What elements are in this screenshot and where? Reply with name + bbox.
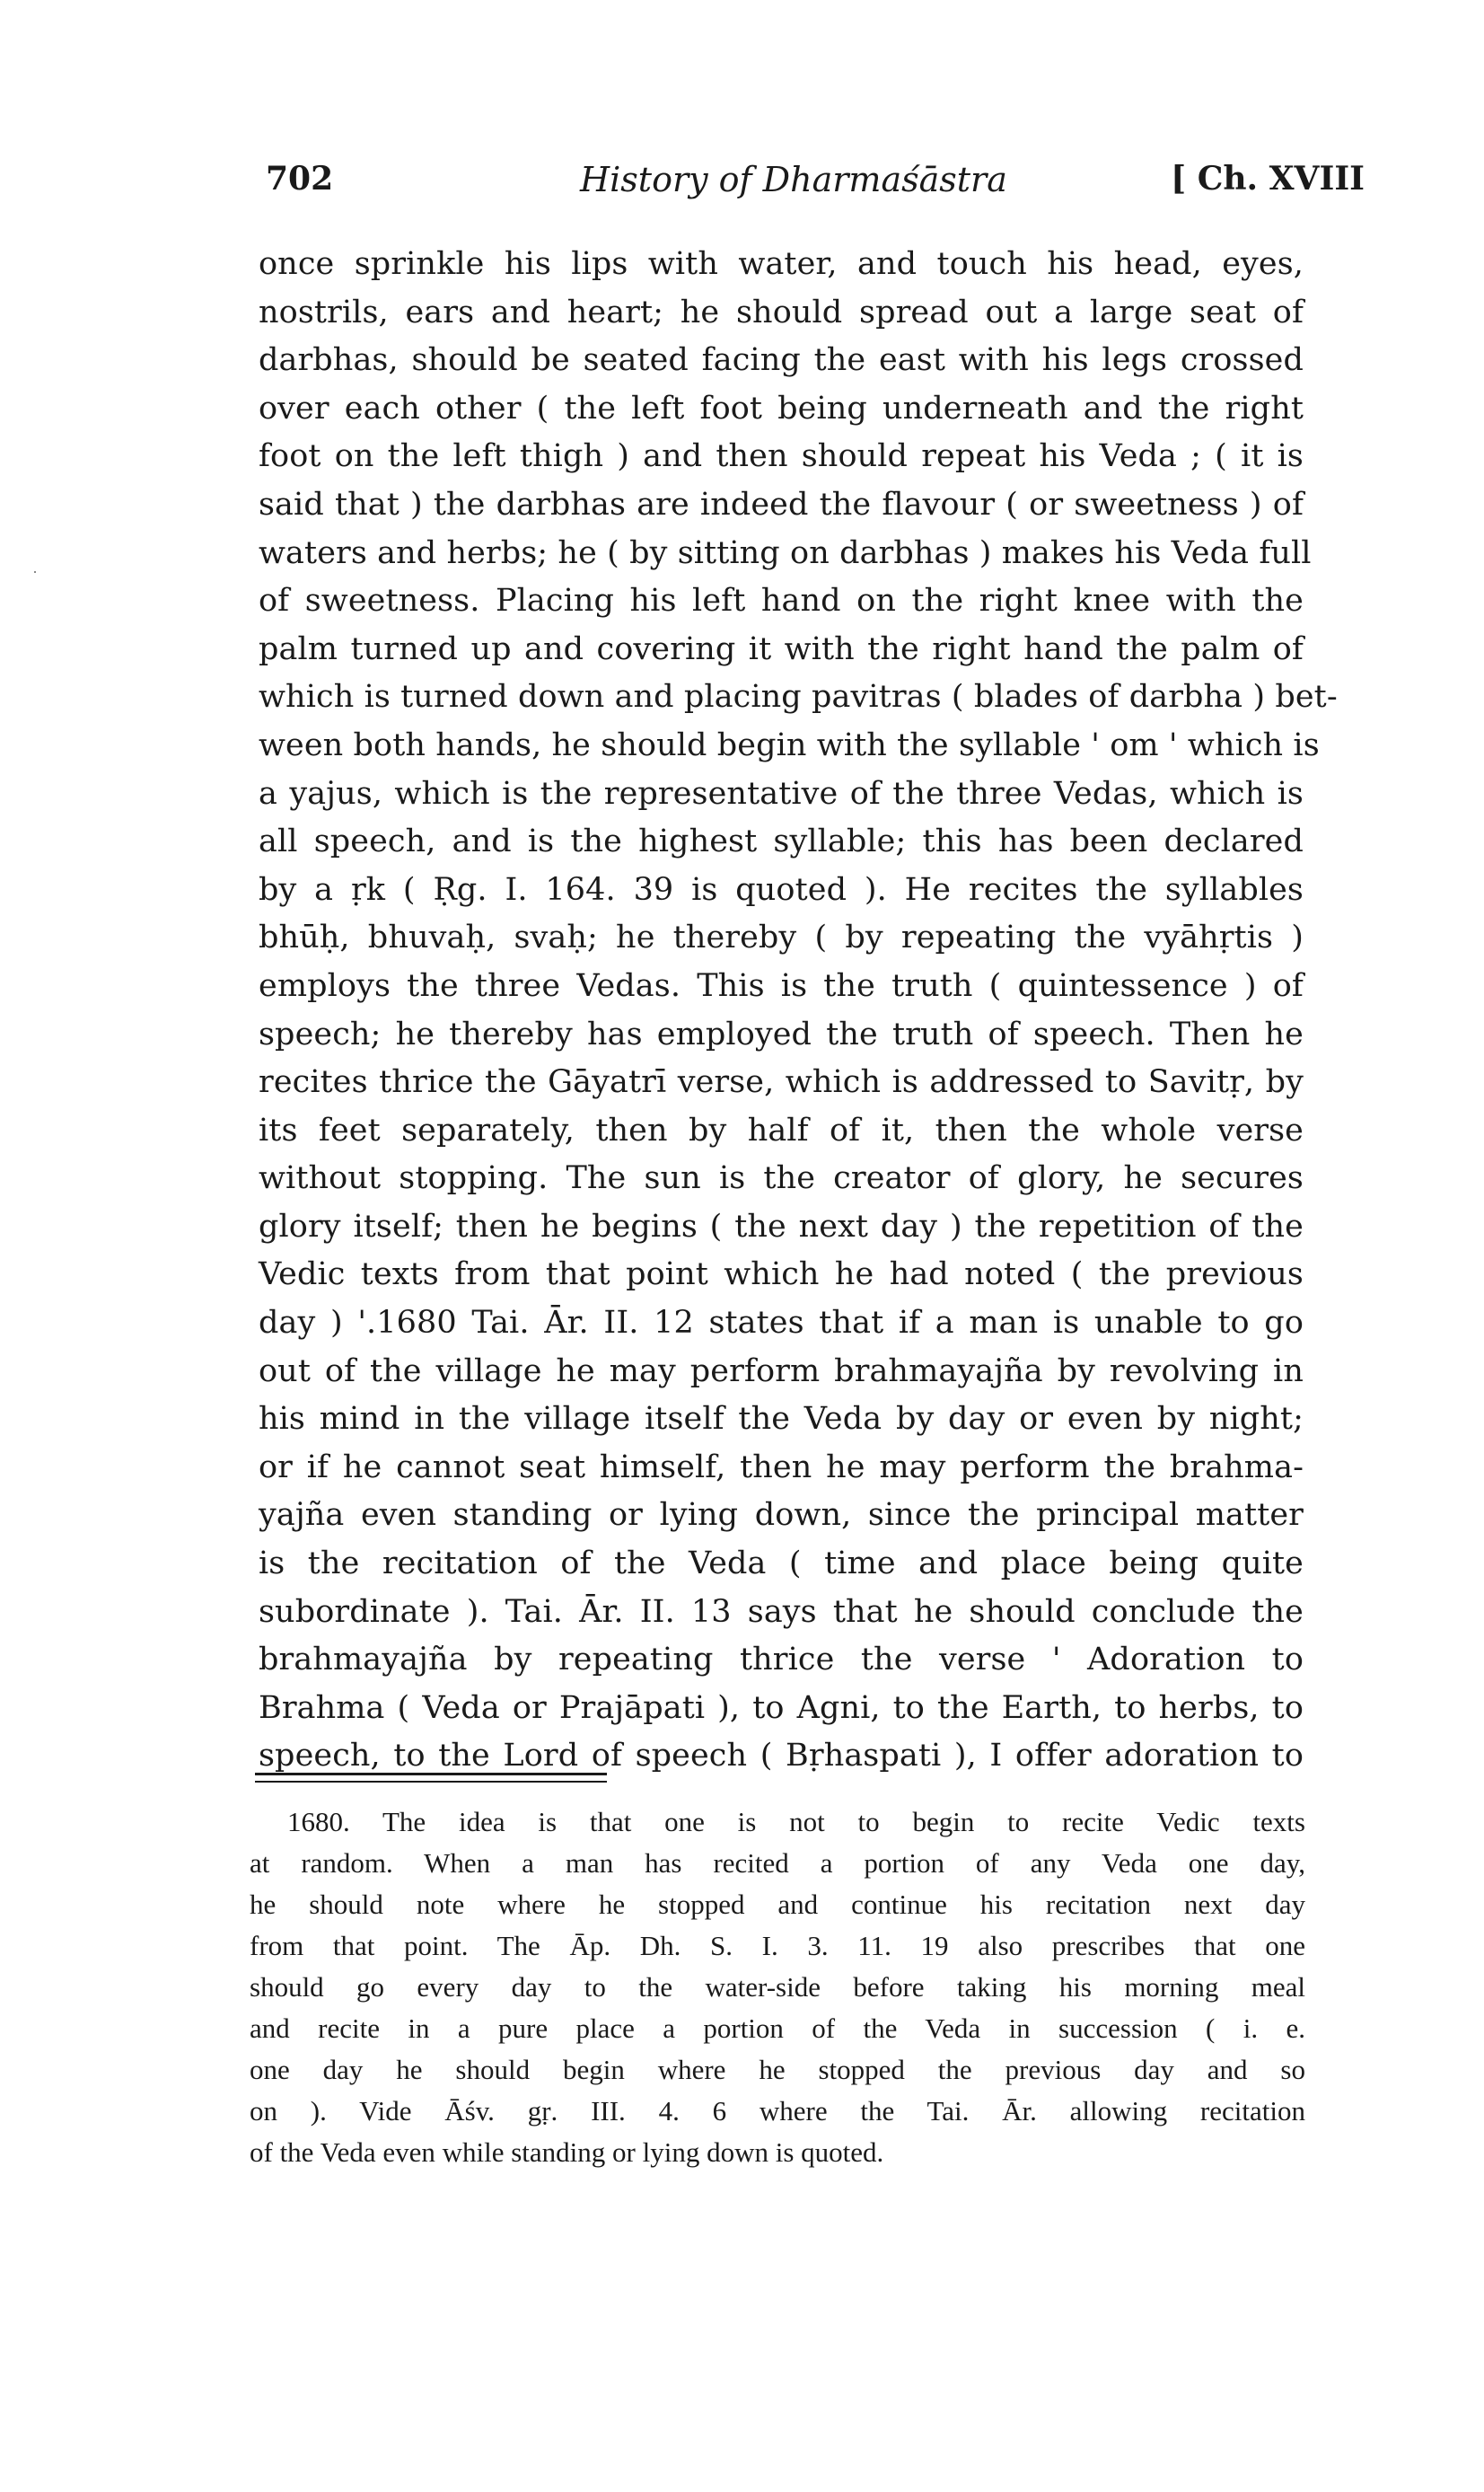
- footnote-line: one day he should begin where he stopped the previous day and so: [250, 2054, 1305, 2085]
- text-line: its feet separately, then by half of it, then the whole verse: [259, 1112, 1304, 1149]
- footnote-rule: [255, 1773, 607, 1775]
- text-line: without stopping. The sun is the creator of glory, he secures: [259, 1160, 1304, 1197]
- footnote-line: and recite in a pure place a portion of the Veda in succession ( i. e.: [250, 2012, 1305, 2044]
- text-line: palm turned up and covering it with the right hand the palm of: [259, 630, 1304, 667]
- footnote-line: should go every day to the water-side before taking his morning meal: [250, 1971, 1305, 2003]
- text-line: bhūḥ, bhuvaḥ, svaḥ; he thereby ( by repeating the vyāhṛtis ): [259, 920, 1304, 956]
- running-title: History of Dharmaśāstra: [580, 160, 1007, 199]
- main-text: [259, 241, 1338, 1781]
- text-line: all speech, and is the highest syllable; this has been declared: [259, 823, 1304, 860]
- text-line: waters and herbs; he ( by sitting on darbhas ) makes his Veda full: [259, 534, 1312, 571]
- text-line: by a ṛk ( Ṛg. I. 164. 39 is quoted ). He recites the syllables: [259, 871, 1304, 908]
- footnote-block: [250, 1801, 1305, 2173]
- footnote-line: at random. When a man has recited a portion of any Veda one day,: [250, 1847, 1305, 1879]
- text-line: nostrils, ears and heart; he should spread out a large seat of: [259, 294, 1304, 330]
- text-line: which is turned down and placing pavitras ( blades of darbha ) bet-: [259, 679, 1338, 716]
- text-line: over each other ( the left foot being underneath and the right: [259, 390, 1304, 427]
- text-line: once sprinkle his lips with water, and touch his head, eyes,: [259, 246, 1304, 282]
- text-line: day ) '.1680 Tai. Ār. II. 12 states that if a man is unable to go: [259, 1305, 1304, 1342]
- text-line: subordinate ). Tai. Ār. II. 13 says that he should conclude the: [259, 1593, 1304, 1630]
- text-line: darbhas, should be seated facing the east with his legs crossed: [259, 342, 1304, 379]
- text-line: yajña even standing or lying down, since the principal matter: [259, 1497, 1304, 1534]
- footnote-line: he should note where he stopped and continue his recitation next day: [250, 1889, 1305, 1920]
- scan-speck: [34, 571, 36, 573]
- running-header: [259, 160, 1365, 214]
- footnote-line: 1680. The idea is that one is not to begin to recite Vedic texts: [287, 1806, 1305, 1837]
- text-line: speech; he thereby has employed the truth of speech. Then he: [259, 1016, 1304, 1052]
- chapter-reference: [ Ch. XVIII: [1171, 160, 1365, 198]
- text-line: is the recitation of the Veda ( time and place being quite: [259, 1545, 1304, 1582]
- footnote-line: of the Veda even while standing or lying down is quoted.: [250, 2136, 884, 2168]
- footnote-line: on ). Vide Āśv. gṛ. III. 4. 6 where the Tai. Ār. allowing recitation: [250, 2095, 1305, 2127]
- page-number: 702: [266, 160, 334, 198]
- footnote-line: from that point. The Āp. Dh. S. I. 3. 11. 19 also prescribes that one: [250, 1930, 1305, 1961]
- footnote-rule-secondary: [255, 1781, 607, 1783]
- text-line: glory itself; then he begins ( the next day ) the repetition of the: [259, 1208, 1304, 1245]
- text-line: of sweetness. Placing his left hand on the right knee with the: [259, 583, 1304, 620]
- text-line: or if he cannot seat himself, then he may perform the brahma-: [259, 1449, 1304, 1485]
- text-line: said that ) the darbhas are indeed the flavour ( or sweetness ) of: [259, 486, 1304, 523]
- text-line: Brahma ( Veda or Prajāpati ), to Agni, to the Earth, to herbs, to: [259, 1689, 1304, 1726]
- text-line: out of the village he may perform brahmayajña by revolving in: [259, 1352, 1304, 1389]
- text-line: employs the three Vedas. This is the truth ( quintessence ) of: [259, 967, 1304, 1004]
- text-line: his mind in the village itself the Veda by day or even by night;: [259, 1401, 1304, 1438]
- text-line: ween both hands, he should begin with the syllable ' om ' which is: [259, 726, 1320, 763]
- text-line: brahmayajña by repeating thrice the verse ' Adoration to: [259, 1642, 1304, 1678]
- text-line: speech, to the Lord of speech ( Bṛhaspati ), I offer adoration to: [259, 1738, 1304, 1774]
- text-line: Vedic texts from that point which he had noted ( the previous: [259, 1256, 1304, 1293]
- text-line: foot on the left thigh ) and then should repeat his Veda ; ( it is: [259, 438, 1304, 475]
- text-line: recites thrice the Gāyatrī verse, which is addressed to Savitṛ, by: [259, 1064, 1304, 1101]
- text-line: a yajus, which is the representative of the three Vedas, which is: [259, 775, 1304, 812]
